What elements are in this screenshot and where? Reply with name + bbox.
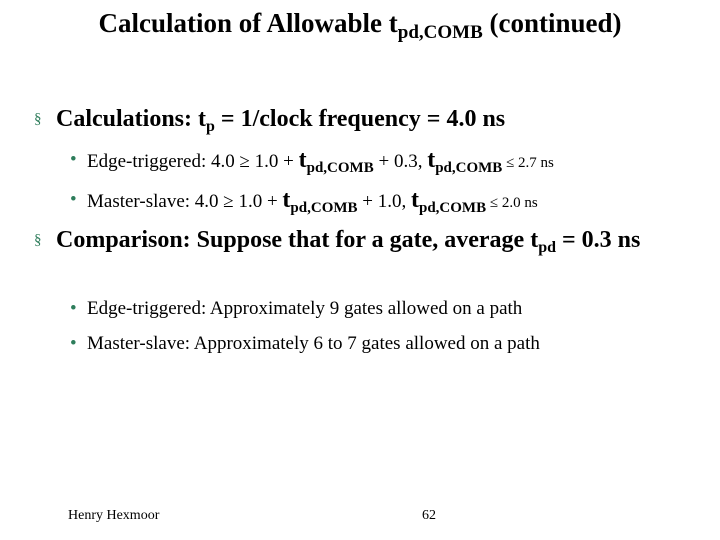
subbullet-master-slave-comparison <box>70 331 710 357</box>
title-text: Calculation of Allowable t <box>98 8 398 38</box>
text-part: ≤ 2.7 ns <box>502 155 554 171</box>
bullet-text <box>34 224 706 256</box>
square-bullet-icon: § <box>34 232 42 248</box>
subbullet-master-slave-calc <box>70 187 710 216</box>
dot-bullet-icon: • <box>70 298 77 319</box>
text-part: + 1.0, <box>357 191 411 212</box>
subscript: pd,COMB <box>306 160 374 176</box>
text-part: ≤ 2.0 ns <box>486 195 538 211</box>
bullet-text-suffix: = 1/clock frequency = 4.0 ns <box>214 106 506 132</box>
bullet-text <box>34 103 714 135</box>
subscript: pd,COMB <box>435 160 503 176</box>
t-symbol: t <box>427 147 436 173</box>
slide-title <box>0 8 720 43</box>
bullet-calculations <box>34 103 714 135</box>
t-symbol: t <box>282 187 291 213</box>
subscript: pd,COMB <box>419 200 487 216</box>
subbullet-edge-triggered-comparison <box>70 296 710 322</box>
footer-page-number: 62 <box>422 508 436 523</box>
dot-bullet-icon: • <box>70 189 77 210</box>
title-suffix: (continued) <box>482 8 622 38</box>
subbullet-text: Master-slave: Approximately 6 to 7 gates allowed on a path <box>87 333 540 354</box>
t-symbol: t <box>298 147 307 173</box>
subbullet-edge-triggered-calc <box>70 147 710 176</box>
text-part: Master-slave: 4.0 ≥ 1.0 + <box>87 191 283 212</box>
bullet-text-suffix: = 0.3 ns <box>556 227 641 253</box>
text-part: Edge-triggered: 4.0 ≥ 1.0 + <box>87 151 299 172</box>
bullet-text-prefix: Calculations: t <box>56 106 206 132</box>
bullet-subscript: pd <box>538 239 556 256</box>
title-subscript: pd,COMB <box>397 22 483 43</box>
t-symbol: t <box>411 187 419 213</box>
dot-bullet-icon: • <box>70 149 77 170</box>
subbullet-text <box>70 187 710 216</box>
text-part: + 0.3, <box>373 151 428 172</box>
footer-author: Henry Hexmoor <box>68 508 160 523</box>
dot-bullet-icon: • <box>70 333 77 354</box>
bullet-comparison <box>34 224 706 256</box>
subbullet-text: Edge-triggered: Approximately 9 gates allowed on a path <box>87 298 523 319</box>
subbullet-text <box>70 147 710 176</box>
square-bullet-icon: § <box>34 111 42 127</box>
subscript: pd,COMB <box>290 200 358 216</box>
bullet-text-prefix: Comparison: Suppose that for a gate, average t <box>56 227 539 253</box>
bullet-subscript: p <box>206 118 215 135</box>
